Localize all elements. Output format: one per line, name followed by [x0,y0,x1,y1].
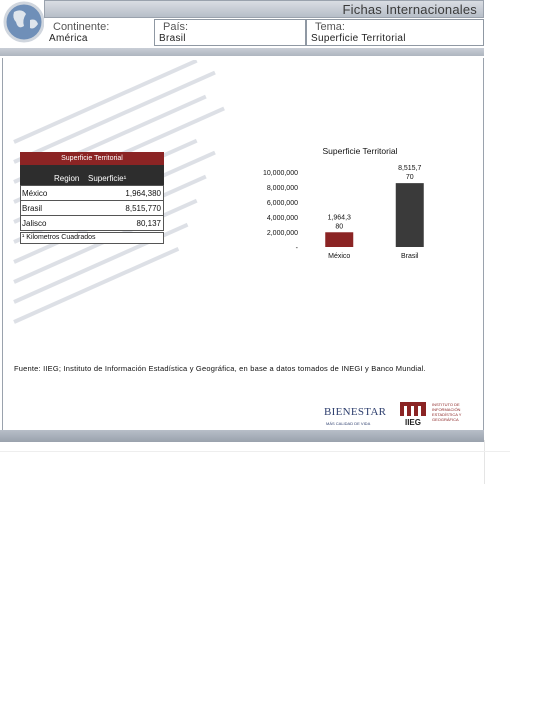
y-tick-label: 4,000,000 [266,215,298,222]
data-label: 1,964,3 80 [327,214,351,231]
row-region: Jalisco [22,219,47,228]
data-label: 8,515,7 70 [398,165,422,182]
iieg-building-icon [398,400,428,428]
header-divider [0,48,484,56]
bienestar-logo [322,406,387,428]
y-tick-label: 10,000,000 [262,170,298,177]
continent-value: América [49,33,88,44]
x-tick-label: Brasil [400,253,419,260]
y-tick-label: 8,000,000 [266,185,298,192]
header-area: Superficie¹ [88,174,127,183]
table-header [20,165,164,185]
iieg-logo-name: IIEG [404,418,422,427]
source-note: Fuente: IIEG; Instituto de Información Estadística y Geográfica, en base a datos tomados de INEGI y Banco Mundial. [14,364,426,373]
bienestar-logo-name: BIENESTAR [324,406,387,418]
row-region: México [22,189,48,198]
divider-line [0,451,510,452]
y-tick-label: - [295,245,298,252]
iieg-logo-text: INSTITUTO DE INFORMACIÓN ESTADÍSTICA Y GEOGRÁFICA [432,402,462,422]
topic-label: Tema: [315,21,345,33]
continent-label: Continente: [53,21,110,33]
continent-field [44,19,154,46]
iieg-logo [398,400,478,428]
country-label: País: [163,21,189,33]
x-tick-label: México [328,253,351,260]
table-row [20,215,164,231]
title-bar [44,0,484,18]
table-footnote: ¹ Kilometros Cuadrados [20,232,164,244]
divider-line [484,440,485,484]
row-area: 1,964,380 [125,189,161,198]
row-area: 8,515,770 [125,204,161,213]
y-tick-label: 6,000,000 [266,200,298,207]
topic-value: Superficie Territorial [311,33,406,44]
bar-chart [250,140,450,270]
chart-title: Superficie Territorial [322,146,398,156]
globe-icon [2,0,46,44]
bar [325,232,353,247]
row-region: Brasil [22,204,43,213]
country-value: Brasil [159,33,186,44]
table-row [20,185,164,201]
table-row [20,200,164,216]
table-title: Superficie Territorial [20,152,164,165]
country-field [154,19,306,46]
topic-field [306,19,484,46]
bienestar-logo-tagline: MÁS CALIDAD DE VIDA [326,421,371,426]
row-area: 80,137 [136,219,161,228]
y-tick-label: 2,000,000 [266,230,298,237]
panel-footer-bar [0,430,484,442]
page-title: Fichas Internacionales [342,2,477,17]
header-region: Region [54,174,80,183]
bar [396,183,424,247]
